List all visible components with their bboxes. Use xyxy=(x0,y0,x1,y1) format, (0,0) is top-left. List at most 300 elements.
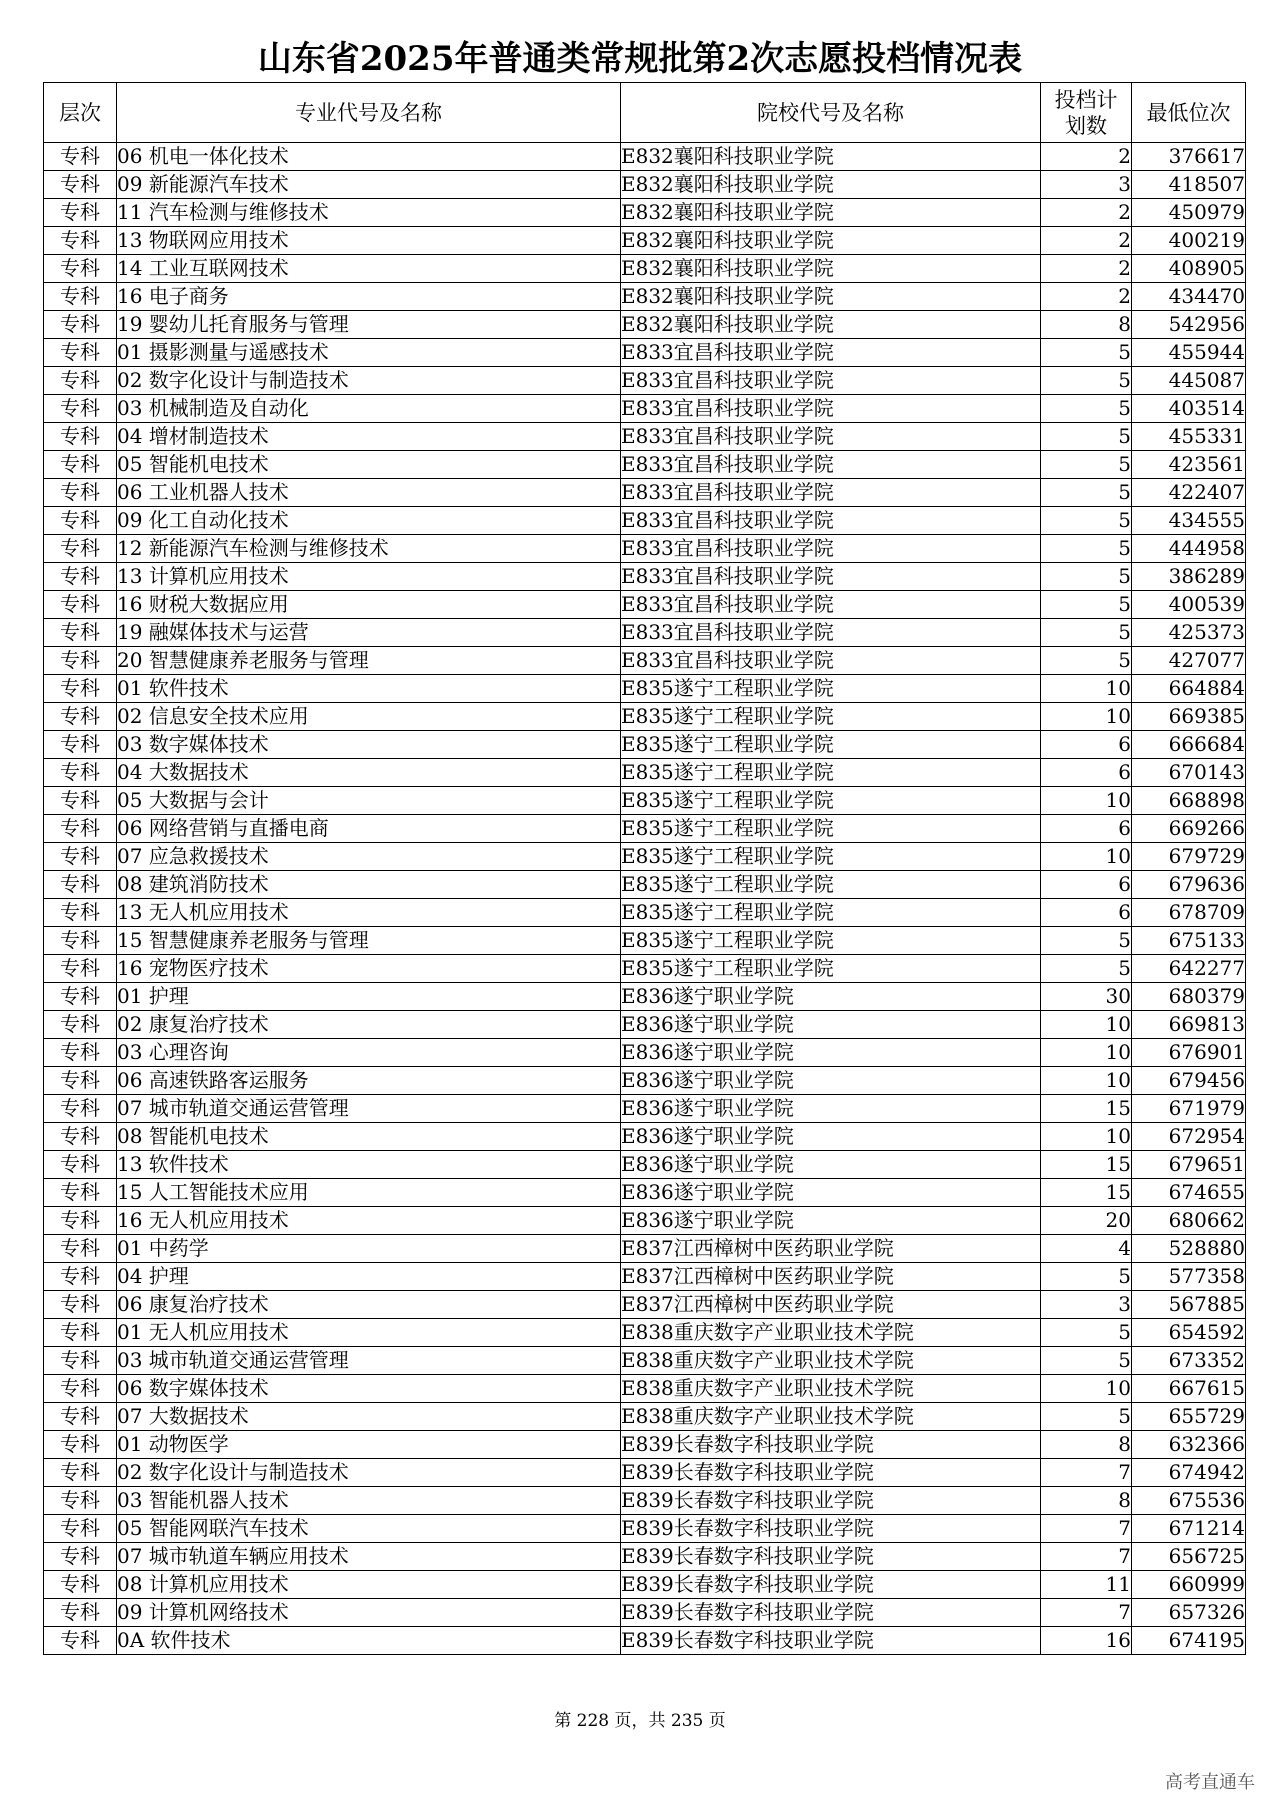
cell-level: 专科 xyxy=(44,1123,117,1151)
table-row xyxy=(44,1067,1246,1095)
cell-plan: 10 xyxy=(1041,1067,1132,1095)
cell-major: 09 新能源汽车技术 xyxy=(117,171,621,199)
cell-level: 专科 xyxy=(44,703,117,731)
cell-major: 02 数字化设计与制造技术 xyxy=(117,367,621,395)
table-row xyxy=(44,955,1246,983)
cell-level: 专科 xyxy=(44,395,117,423)
cell-plan: 2 xyxy=(1041,227,1132,255)
cell-level: 专科 xyxy=(44,479,117,507)
cell-rank: 676901 xyxy=(1132,1039,1246,1067)
cell-plan: 4 xyxy=(1041,1235,1132,1263)
cell-major: 07 大数据技术 xyxy=(117,1403,621,1431)
cell-plan: 10 xyxy=(1041,703,1132,731)
header-plan-text: 投档计划数 xyxy=(1054,87,1118,138)
cell-plan: 6 xyxy=(1041,759,1132,787)
cell-plan: 5 xyxy=(1041,507,1132,535)
cell-major: 01 动物医学 xyxy=(117,1431,621,1459)
table-row xyxy=(44,1375,1246,1403)
cell-plan: 16 xyxy=(1041,1627,1132,1655)
cell-level: 专科 xyxy=(44,1291,117,1319)
cell-major: 03 数字媒体技术 xyxy=(117,731,621,759)
cell-level: 专科 xyxy=(44,367,117,395)
cell-major: 06 机电一体化技术 xyxy=(117,143,621,171)
cell-school: E835遂宁工程职业学院 xyxy=(621,899,1041,927)
table-row xyxy=(44,983,1246,1011)
cell-rank: 423561 xyxy=(1132,451,1246,479)
cell-major: 05 智能网联汽车技术 xyxy=(117,1515,621,1543)
cell-rank: 427077 xyxy=(1132,647,1246,675)
table-row xyxy=(44,927,1246,955)
cell-plan: 5 xyxy=(1041,955,1132,983)
table-row xyxy=(44,731,1246,759)
cell-plan: 5 xyxy=(1041,1263,1132,1291)
table-row xyxy=(44,1515,1246,1543)
cell-level: 专科 xyxy=(44,1487,117,1515)
cell-plan: 10 xyxy=(1041,675,1132,703)
cell-rank: 657326 xyxy=(1132,1599,1246,1627)
cell-school: E839长春数字科技职业学院 xyxy=(621,1487,1041,1515)
cell-plan: 5 xyxy=(1041,563,1132,591)
table-row xyxy=(44,1095,1246,1123)
cell-school: E839长春数字科技职业学院 xyxy=(621,1571,1041,1599)
cell-major: 16 无人机应用技术 xyxy=(117,1207,621,1235)
cell-plan: 30 xyxy=(1041,983,1132,1011)
cell-plan: 20 xyxy=(1041,1207,1132,1235)
table-row xyxy=(44,1543,1246,1571)
cell-level: 专科 xyxy=(44,1599,117,1627)
cell-rank: 675536 xyxy=(1132,1487,1246,1515)
cell-level: 专科 xyxy=(44,1263,117,1291)
cell-plan: 5 xyxy=(1041,619,1132,647)
cell-level: 专科 xyxy=(44,283,117,311)
cell-plan: 5 xyxy=(1041,1347,1132,1375)
cell-major: 03 机械制造及自动化 xyxy=(117,395,621,423)
cell-plan: 5 xyxy=(1041,535,1132,563)
cell-level: 专科 xyxy=(44,1403,117,1431)
cell-rank: 386289 xyxy=(1132,563,1246,591)
cell-rank: 672954 xyxy=(1132,1123,1246,1151)
table-row xyxy=(44,871,1246,899)
table-row xyxy=(44,283,1246,311)
cell-level: 专科 xyxy=(44,647,117,675)
cell-school: E835遂宁工程职业学院 xyxy=(621,759,1041,787)
table-row xyxy=(44,1263,1246,1291)
cell-school: E835遂宁工程职业学院 xyxy=(621,843,1041,871)
cell-plan: 7 xyxy=(1041,1599,1132,1627)
table-row xyxy=(44,815,1246,843)
table-row xyxy=(44,1431,1246,1459)
cell-level: 专科 xyxy=(44,143,117,171)
cell-school: E835遂宁工程职业学院 xyxy=(621,871,1041,899)
cell-school: E832襄阳科技职业学院 xyxy=(621,143,1041,171)
cell-plan: 6 xyxy=(1041,815,1132,843)
cell-school: E839长春数字科技职业学院 xyxy=(621,1459,1041,1487)
cell-major: 13 计算机应用技术 xyxy=(117,563,621,591)
cell-level: 专科 xyxy=(44,451,117,479)
cell-rank: 542956 xyxy=(1132,311,1246,339)
table-row xyxy=(44,171,1246,199)
cell-level: 专科 xyxy=(44,927,117,955)
table-row xyxy=(44,647,1246,675)
cell-major: 0A 软件技术 xyxy=(117,1627,621,1655)
cell-level: 专科 xyxy=(44,1627,117,1655)
header-rank: 最低位次 xyxy=(1132,83,1246,143)
cell-school: E835遂宁工程职业学院 xyxy=(621,815,1041,843)
cell-rank: 400539 xyxy=(1132,591,1246,619)
cell-school: E839长春数字科技职业学院 xyxy=(621,1627,1041,1655)
cell-rank: 679729 xyxy=(1132,843,1246,871)
table-row xyxy=(44,479,1246,507)
cell-major: 03 智能机器人技术 xyxy=(117,1487,621,1515)
cell-level: 专科 xyxy=(44,759,117,787)
cell-school: E832襄阳科技职业学院 xyxy=(621,171,1041,199)
cell-school: E836遂宁职业学院 xyxy=(621,1039,1041,1067)
cell-major: 01 软件技术 xyxy=(117,675,621,703)
table-row xyxy=(44,563,1246,591)
table-row xyxy=(44,843,1246,871)
cell-rank: 667615 xyxy=(1132,1375,1246,1403)
cell-plan: 15 xyxy=(1041,1095,1132,1123)
cell-level: 专科 xyxy=(44,535,117,563)
cell-rank: 422407 xyxy=(1132,479,1246,507)
cell-major: 16 电子商务 xyxy=(117,283,621,311)
table-row xyxy=(44,1123,1246,1151)
cell-plan: 2 xyxy=(1041,255,1132,283)
cell-level: 专科 xyxy=(44,1011,117,1039)
cell-school: E833宜昌科技职业学院 xyxy=(621,451,1041,479)
cell-school: E836遂宁职业学院 xyxy=(621,1123,1041,1151)
cell-level: 专科 xyxy=(44,1235,117,1263)
cell-major: 04 护理 xyxy=(117,1263,621,1291)
cell-rank: 445087 xyxy=(1132,367,1246,395)
cell-school: E833宜昌科技职业学院 xyxy=(621,591,1041,619)
cell-level: 专科 xyxy=(44,815,117,843)
cell-major: 13 物联网应用技术 xyxy=(117,227,621,255)
cell-school: E839长春数字科技职业学院 xyxy=(621,1599,1041,1627)
cell-plan: 6 xyxy=(1041,731,1132,759)
cell-school: E836遂宁职业学院 xyxy=(621,983,1041,1011)
table-row xyxy=(44,199,1246,227)
table-row xyxy=(44,619,1246,647)
cell-school: E836遂宁职业学院 xyxy=(621,1207,1041,1235)
table-row xyxy=(44,227,1246,255)
cell-major: 01 摄影测量与遥感技术 xyxy=(117,339,621,367)
cell-level: 专科 xyxy=(44,787,117,815)
cell-rank: 660999 xyxy=(1132,1571,1246,1599)
cell-major: 08 计算机应用技术 xyxy=(117,1571,621,1599)
cell-plan: 11 xyxy=(1041,1571,1132,1599)
cell-plan: 5 xyxy=(1041,591,1132,619)
cell-school: E838重庆数字产业职业技术学院 xyxy=(621,1319,1041,1347)
cell-rank: 434555 xyxy=(1132,507,1246,535)
cell-school: E839长春数字科技职业学院 xyxy=(621,1515,1041,1543)
cell-school: E833宜昌科技职业学院 xyxy=(621,619,1041,647)
cell-plan: 3 xyxy=(1041,171,1132,199)
cell-plan: 5 xyxy=(1041,1403,1132,1431)
cell-plan: 15 xyxy=(1041,1151,1132,1179)
cell-plan: 6 xyxy=(1041,899,1132,927)
cell-major: 07 应急救援技术 xyxy=(117,843,621,871)
table-row xyxy=(44,1571,1246,1599)
cell-plan: 5 xyxy=(1041,479,1132,507)
cell-plan: 10 xyxy=(1041,1011,1132,1039)
cell-level: 专科 xyxy=(44,255,117,283)
admission-table xyxy=(43,82,1246,1655)
cell-rank: 674655 xyxy=(1132,1179,1246,1207)
cell-rank: 444958 xyxy=(1132,535,1246,563)
cell-rank: 403514 xyxy=(1132,395,1246,423)
cell-major: 01 护理 xyxy=(117,983,621,1011)
cell-major: 14 工业互联网技术 xyxy=(117,255,621,283)
cell-major: 09 化工自动化技术 xyxy=(117,507,621,535)
cell-level: 专科 xyxy=(44,675,117,703)
cell-rank: 400219 xyxy=(1132,227,1246,255)
cell-major: 20 智慧健康养老服务与管理 xyxy=(117,647,621,675)
cell-level: 专科 xyxy=(44,983,117,1011)
cell-rank: 680662 xyxy=(1132,1207,1246,1235)
cell-rank: 673352 xyxy=(1132,1347,1246,1375)
cell-level: 专科 xyxy=(44,591,117,619)
cell-major: 15 智慧健康养老服务与管理 xyxy=(117,927,621,955)
cell-major: 02 信息安全技术应用 xyxy=(117,703,621,731)
cell-rank: 418507 xyxy=(1132,171,1246,199)
table-row xyxy=(44,1011,1246,1039)
cell-plan: 10 xyxy=(1041,1039,1132,1067)
table-row xyxy=(44,1319,1246,1347)
cell-plan: 15 xyxy=(1041,1179,1132,1207)
cell-rank: 670143 xyxy=(1132,759,1246,787)
cell-school: E836遂宁职业学院 xyxy=(621,1011,1041,1039)
page-footer: 第 228 页，共 235 页 xyxy=(554,1711,726,1731)
cell-school: E835遂宁工程职业学院 xyxy=(621,731,1041,759)
cell-plan: 3 xyxy=(1041,1291,1132,1319)
cell-school: E839长春数字科技职业学院 xyxy=(621,1431,1041,1459)
table-row xyxy=(44,367,1246,395)
cell-plan: 7 xyxy=(1041,1543,1132,1571)
cell-level: 专科 xyxy=(44,339,117,367)
cell-school: E833宜昌科技职业学院 xyxy=(621,507,1041,535)
cell-major: 13 无人机应用技术 xyxy=(117,899,621,927)
cell-level: 专科 xyxy=(44,1375,117,1403)
cell-level: 专科 xyxy=(44,507,117,535)
cell-level: 专科 xyxy=(44,1179,117,1207)
cell-school: E838重庆数字产业职业技术学院 xyxy=(621,1347,1041,1375)
cell-level: 专科 xyxy=(44,1571,117,1599)
cell-rank: 455331 xyxy=(1132,423,1246,451)
cell-major: 06 数字媒体技术 xyxy=(117,1375,621,1403)
cell-rank: 455944 xyxy=(1132,339,1246,367)
cell-major: 02 康复治疗技术 xyxy=(117,1011,621,1039)
cell-rank: 425373 xyxy=(1132,619,1246,647)
table-row xyxy=(44,759,1246,787)
table-row xyxy=(44,395,1246,423)
table-row xyxy=(44,1487,1246,1515)
table-row xyxy=(44,1627,1246,1655)
cell-rank: 674942 xyxy=(1132,1459,1246,1487)
cell-rank: 655729 xyxy=(1132,1403,1246,1431)
table-header-row xyxy=(44,83,1246,143)
cell-major: 07 城市轨道车辆应用技术 xyxy=(117,1543,621,1571)
cell-plan: 10 xyxy=(1041,1123,1132,1151)
table-row xyxy=(44,1207,1246,1235)
cell-major: 08 建筑消防技术 xyxy=(117,871,621,899)
cell-plan: 10 xyxy=(1041,787,1132,815)
cell-school: E832襄阳科技职业学院 xyxy=(621,227,1041,255)
cell-plan: 2 xyxy=(1041,143,1132,171)
cell-level: 专科 xyxy=(44,899,117,927)
cell-plan: 10 xyxy=(1041,1375,1132,1403)
cell-rank: 679651 xyxy=(1132,1151,1246,1179)
cell-level: 专科 xyxy=(44,227,117,255)
cell-major: 13 软件技术 xyxy=(117,1151,621,1179)
cell-plan: 5 xyxy=(1041,395,1132,423)
cell-rank: 664884 xyxy=(1132,675,1246,703)
cell-rank: 669813 xyxy=(1132,1011,1246,1039)
cell-plan: 8 xyxy=(1041,311,1132,339)
cell-school: E832襄阳科技职业学院 xyxy=(621,255,1041,283)
cell-level: 专科 xyxy=(44,311,117,339)
cell-major: 06 工业机器人技术 xyxy=(117,479,621,507)
cell-major: 15 人工智能技术应用 xyxy=(117,1179,621,1207)
table-row xyxy=(44,1151,1246,1179)
cell-plan: 2 xyxy=(1041,199,1132,227)
cell-rank: 567885 xyxy=(1132,1291,1246,1319)
cell-plan: 7 xyxy=(1041,1459,1132,1487)
cell-school: E837江西樟树中医药职业学院 xyxy=(621,1263,1041,1291)
table-row xyxy=(44,311,1246,339)
cell-level: 专科 xyxy=(44,955,117,983)
cell-school: E833宜昌科技职业学院 xyxy=(621,423,1041,451)
cell-rank: 675133 xyxy=(1132,927,1246,955)
cell-level: 专科 xyxy=(44,423,117,451)
table-row xyxy=(44,1403,1246,1431)
cell-major: 19 婴幼儿托育服务与管理 xyxy=(117,311,621,339)
cell-major: 05 大数据与会计 xyxy=(117,787,621,815)
cell-level: 专科 xyxy=(44,843,117,871)
cell-rank: 680379 xyxy=(1132,983,1246,1011)
cell-level: 专科 xyxy=(44,1039,117,1067)
table-row xyxy=(44,339,1246,367)
table-row xyxy=(44,1347,1246,1375)
table-row xyxy=(44,423,1246,451)
cell-plan: 8 xyxy=(1041,1431,1132,1459)
cell-school: E835遂宁工程职业学院 xyxy=(621,703,1041,731)
cell-major: 01 无人机应用技术 xyxy=(117,1319,621,1347)
cell-school: E833宜昌科技职业学院 xyxy=(621,535,1041,563)
cell-school: E835遂宁工程职业学院 xyxy=(621,955,1041,983)
cell-major: 19 融媒体技术与运营 xyxy=(117,619,621,647)
cell-major: 04 大数据技术 xyxy=(117,759,621,787)
cell-major: 09 计算机网络技术 xyxy=(117,1599,621,1627)
watermark: 高考直通车 xyxy=(1165,1772,1255,1793)
cell-level: 专科 xyxy=(44,563,117,591)
cell-rank: 408905 xyxy=(1132,255,1246,283)
cell-school: E836遂宁职业学院 xyxy=(621,1067,1041,1095)
cell-rank: 656725 xyxy=(1132,1543,1246,1571)
cell-rank: 671979 xyxy=(1132,1095,1246,1123)
cell-school: E832襄阳科技职业学院 xyxy=(621,199,1041,227)
table-row xyxy=(44,1235,1246,1263)
cell-plan: 5 xyxy=(1041,339,1132,367)
cell-plan: 6 xyxy=(1041,871,1132,899)
cell-school: E838重庆数字产业职业技术学院 xyxy=(621,1375,1041,1403)
cell-plan: 2 xyxy=(1041,283,1132,311)
header-major: 专业代号及名称 xyxy=(117,83,621,143)
cell-major: 08 智能机电技术 xyxy=(117,1123,621,1151)
table-row xyxy=(44,1039,1246,1067)
cell-school: E832襄阳科技职业学院 xyxy=(621,311,1041,339)
cell-level: 专科 xyxy=(44,1095,117,1123)
cell-plan: 7 xyxy=(1041,1515,1132,1543)
header-school: 院校代号及名称 xyxy=(621,83,1041,143)
table-row xyxy=(44,675,1246,703)
cell-school: E833宜昌科技职业学院 xyxy=(621,367,1041,395)
cell-rank: 669266 xyxy=(1132,815,1246,843)
cell-plan: 5 xyxy=(1041,927,1132,955)
cell-rank: 679456 xyxy=(1132,1067,1246,1095)
cell-level: 专科 xyxy=(44,1543,117,1571)
cell-major: 11 汽车检测与维修技术 xyxy=(117,199,621,227)
table-row xyxy=(44,591,1246,619)
cell-level: 专科 xyxy=(44,1151,117,1179)
cell-rank: 666684 xyxy=(1132,731,1246,759)
cell-level: 专科 xyxy=(44,1207,117,1235)
cell-plan: 5 xyxy=(1041,367,1132,395)
cell-major: 07 城市轨道交通运营管理 xyxy=(117,1095,621,1123)
cell-rank: 654592 xyxy=(1132,1319,1246,1347)
table-row xyxy=(44,1599,1246,1627)
cell-school: E833宜昌科技职业学院 xyxy=(621,479,1041,507)
cell-level: 专科 xyxy=(44,1319,117,1347)
cell-rank: 577358 xyxy=(1132,1263,1246,1291)
cell-plan: 8 xyxy=(1041,1487,1132,1515)
cell-school: E836遂宁职业学院 xyxy=(621,1151,1041,1179)
table-row xyxy=(44,507,1246,535)
cell-major: 06 网络营销与直播电商 xyxy=(117,815,621,843)
cell-level: 专科 xyxy=(44,619,117,647)
cell-school: E836遂宁职业学院 xyxy=(621,1095,1041,1123)
cell-school: E838重庆数字产业职业技术学院 xyxy=(621,1403,1041,1431)
cell-rank: 671214 xyxy=(1132,1515,1246,1543)
cell-rank: 632366 xyxy=(1132,1431,1246,1459)
cell-plan: 5 xyxy=(1041,451,1132,479)
cell-plan: 5 xyxy=(1041,1319,1132,1347)
cell-major: 02 数字化设计与制造技术 xyxy=(117,1459,621,1487)
page-title: 山东省2025年普通类常规批第2次志愿投档情况表 xyxy=(257,39,1023,79)
cell-rank: 678709 xyxy=(1132,899,1246,927)
table-row xyxy=(44,1291,1246,1319)
cell-level: 专科 xyxy=(44,871,117,899)
cell-level: 专科 xyxy=(44,1067,117,1095)
cell-rank: 679636 xyxy=(1132,871,1246,899)
cell-rank: 668898 xyxy=(1132,787,1246,815)
cell-school: E839长春数字科技职业学院 xyxy=(621,1543,1041,1571)
cell-major: 04 增材制造技术 xyxy=(117,423,621,451)
table-row xyxy=(44,787,1246,815)
table-row xyxy=(44,255,1246,283)
cell-school: E836遂宁职业学院 xyxy=(621,1179,1041,1207)
table-row xyxy=(44,143,1246,171)
table-row xyxy=(44,1179,1246,1207)
cell-rank: 434470 xyxy=(1132,283,1246,311)
cell-level: 专科 xyxy=(44,731,117,759)
cell-level: 专科 xyxy=(44,1431,117,1459)
header-level: 层次 xyxy=(44,83,117,143)
cell-rank: 669385 xyxy=(1132,703,1246,731)
cell-major: 16 财税大数据应用 xyxy=(117,591,621,619)
table-body xyxy=(44,143,1246,1655)
cell-plan: 5 xyxy=(1041,423,1132,451)
